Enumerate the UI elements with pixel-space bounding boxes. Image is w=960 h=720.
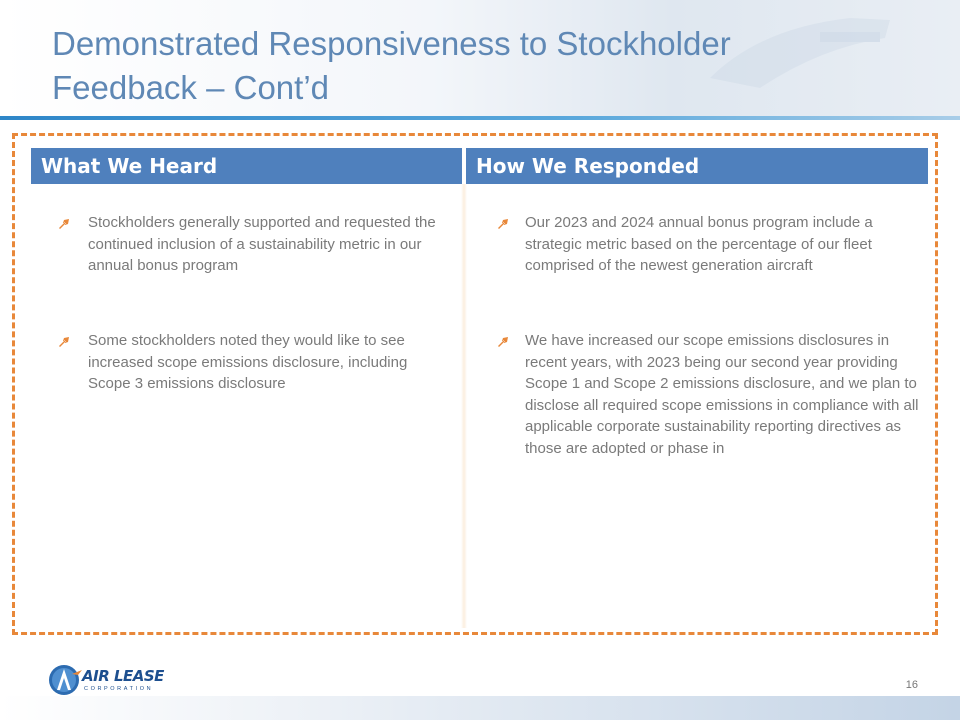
bullet-arrow-icon	[58, 336, 70, 348]
responded-item-2: We have increased our scope emissions disclosures in recent years, with 2023 being our second year providing Scope 1 and Scope 2 emissions disclosure, and we plan to disclose all required scope emissions in compliance with all applicable corporate sustainability reporting directives as those are adopted or phase in	[525, 332, 919, 457]
what-we-heard-header: What We Heard	[31, 148, 462, 184]
heard-item-1: Stockholders generally supported and requested the continued inclusion of a sustainability metric in our annual bonus program	[88, 214, 436, 274]
heard-item-2: Some stockholders noted they would like to see increased scope emissions disclosure, including Scope 3 emissions disclosure	[88, 332, 408, 392]
logo-subtitle: CORPORATION	[84, 686, 154, 692]
responded-item-1: Our 2023 and 2024 annual bonus program include a strategic metric based on the percentage of our fleet comprised of the newest generation aircraft	[525, 214, 873, 274]
bullet-arrow-icon	[497, 336, 509, 348]
footer-bar	[0, 696, 960, 720]
bullet-arrow-icon	[58, 218, 70, 230]
column-divider	[461, 184, 467, 628]
bullet-arrow-icon	[497, 218, 509, 230]
title-underline	[0, 116, 960, 120]
page-number: 16	[905, 679, 918, 691]
how-we-responded-header: How We Responded	[466, 148, 928, 184]
slide-title: Demonstrated Responsiveness to Stockholder Feedback – Cont’d	[52, 25, 731, 106]
logo-wordmark: AIR LEASE	[82, 667, 164, 685]
